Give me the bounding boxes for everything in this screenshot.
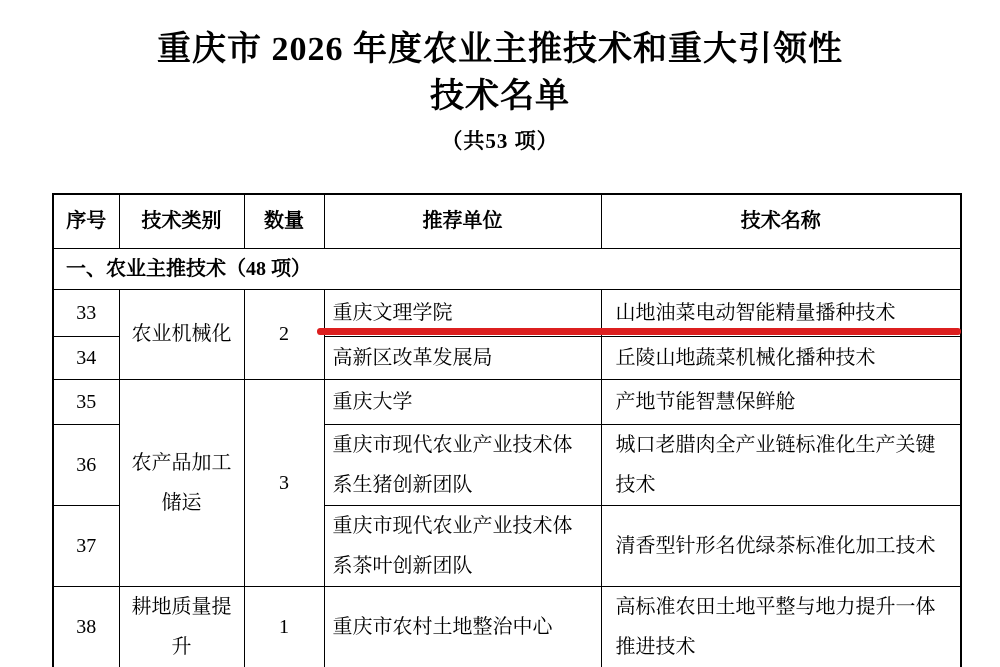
table-row [53, 379, 961, 424]
row-number-cell: 35 [53, 379, 119, 424]
count-cell: 1 [244, 586, 324, 667]
document-title-line-1: 重庆市 2026 年度农业主推技术和重大引领性 [157, 31, 843, 68]
document-subtitle-count: （共53 项） [441, 129, 559, 153]
tech-name-cell: 城口老腊肉全产业链标准化生产关键技术 [601, 424, 961, 505]
row-number-cell: 37 [53, 505, 119, 586]
header-cell-count: 数量 [244, 194, 324, 248]
header-cell-unit: 推荐单位 [324, 194, 601, 248]
document-title-block [0, 26, 1000, 156]
count-cell: 2 [244, 289, 324, 379]
category-cell: 农业机械化 [119, 289, 244, 379]
unit-cell: 高新区改革发展局 [324, 336, 601, 379]
table-header-row [53, 194, 961, 248]
unit-cell: 重庆市现代农业产业技术体系生猪创新团队 [324, 424, 601, 505]
tech-name-cell: 丘陵山地蔬菜机械化播种技术 [601, 336, 961, 379]
red-underline-annotation [317, 328, 961, 335]
category-cell: 农产品加工储运 [119, 379, 244, 586]
table-section-row [53, 248, 961, 289]
section-title-cell: 一、农业主推技术（48 项） [53, 248, 961, 289]
header-cell-no: 序号 [53, 194, 119, 248]
table-row [53, 586, 961, 667]
technology-list-table [52, 193, 962, 667]
row-number-cell: 33 [53, 289, 119, 336]
unit-cell: 重庆市现代农业产业技术体系茶叶创新团队 [324, 505, 601, 586]
tech-name-cell: 高标准农田土地平整与地力提升一体推进技术 [601, 586, 961, 667]
tech-name-cell: 山地油菜电动智能精量播种技术 [601, 289, 961, 336]
header-cell-category: 技术类别 [119, 194, 244, 248]
row-number-cell: 36 [53, 424, 119, 505]
unit-cell: 重庆市农村土地整治中心 [324, 586, 601, 667]
unit-cell: 重庆文理学院 [324, 289, 601, 336]
header-cell-tech: 技术名称 [601, 194, 961, 248]
count-cell: 3 [244, 379, 324, 586]
row-number-cell: 38 [53, 586, 119, 667]
tech-name-cell: 清香型针形名优绿茶标准化加工技术 [601, 505, 961, 586]
document-title-line-2: 技术名单 [430, 78, 570, 115]
unit-cell: 重庆大学 [324, 379, 601, 424]
tech-name-cell: 产地节能智慧保鲜舱 [601, 379, 961, 424]
category-cell: 耕地质量提升 [119, 586, 244, 667]
row-number-cell: 34 [53, 336, 119, 379]
